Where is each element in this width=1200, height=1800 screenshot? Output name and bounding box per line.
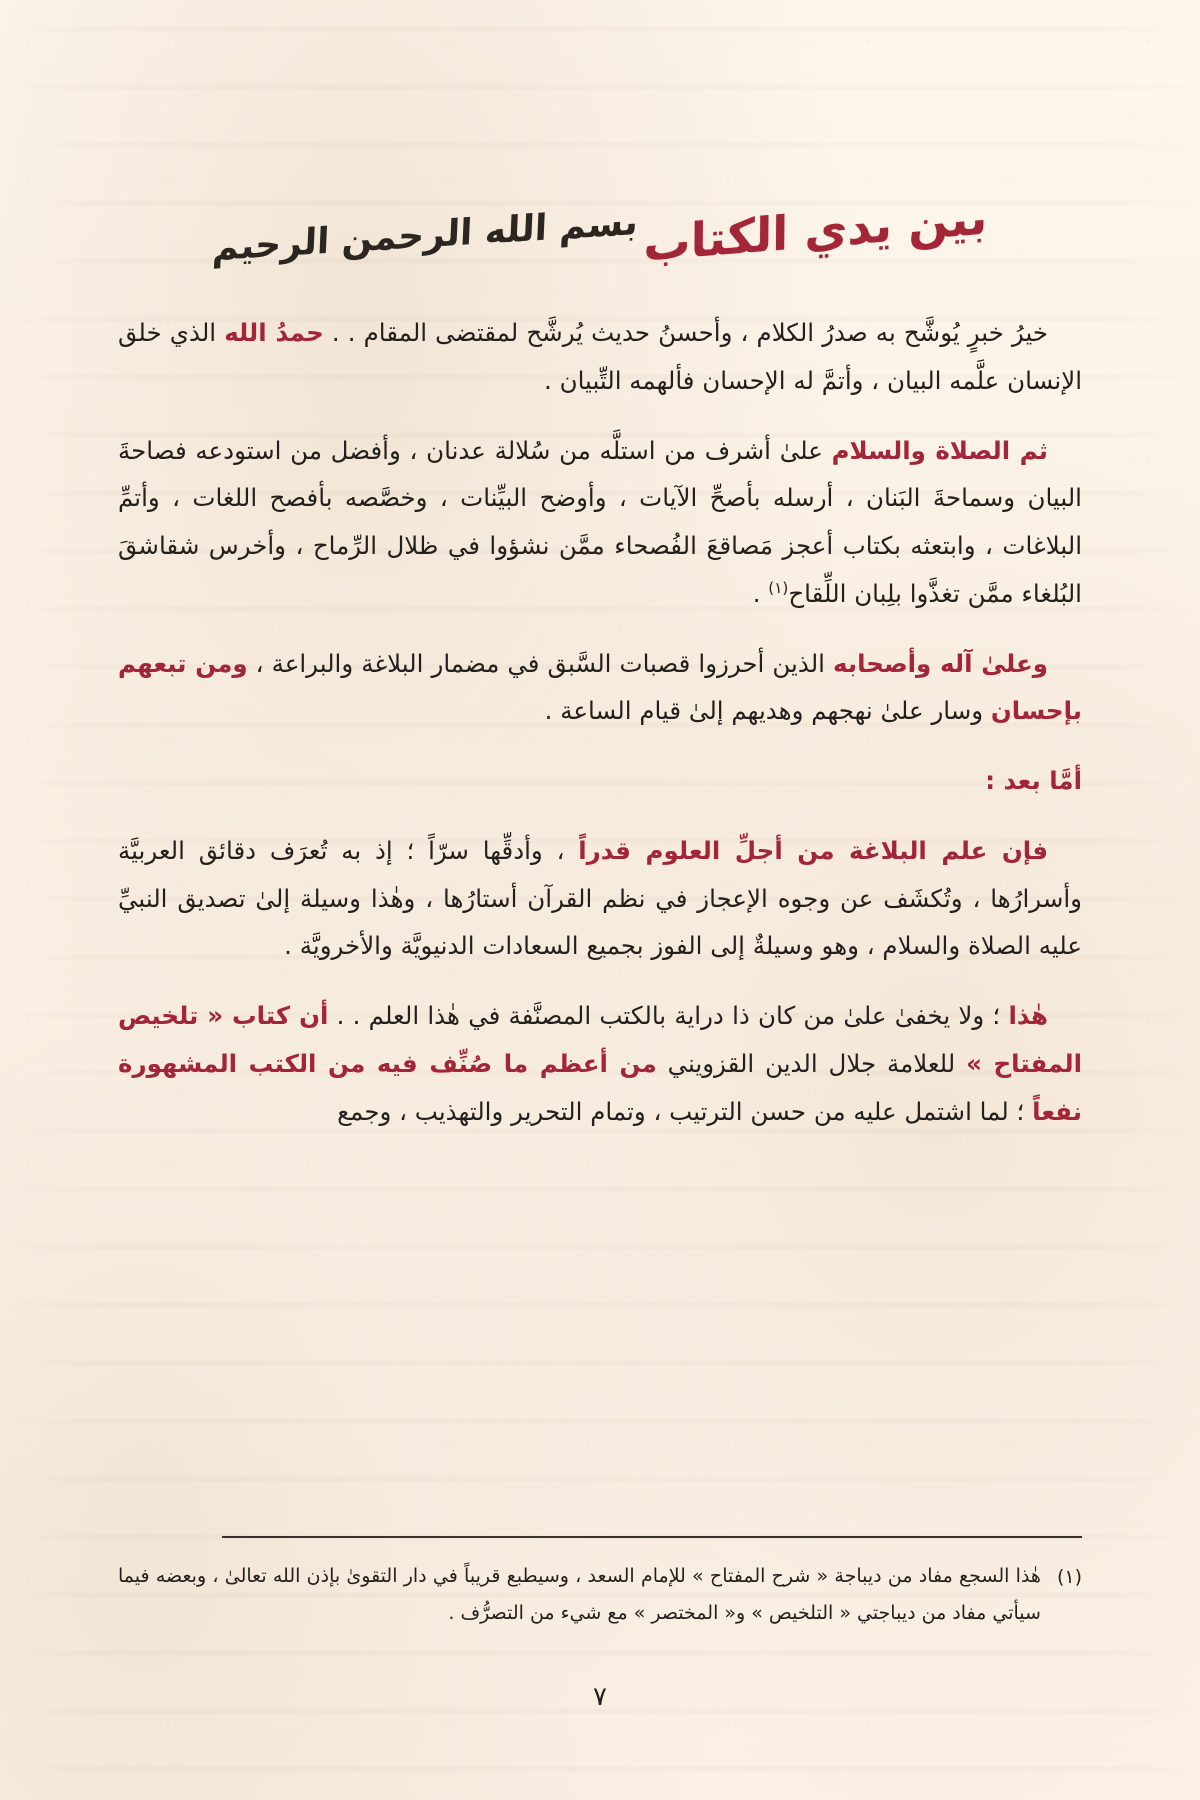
paragraph-5 (118, 992, 1082, 1135)
paragraph-2 (118, 427, 1082, 618)
paragraph-4 (118, 827, 1082, 970)
footnote-marker: (١) (1056, 1565, 1082, 1588)
p5-accent-book-title: أن كتاب « تلخيص المفتاح » (118, 1001, 1082, 1078)
footnote-area (118, 1536, 1082, 1632)
p2-accent-phrase: ثم الصلاة والسلام (831, 435, 1049, 465)
p1-accent-phrase: حمدُ الله (224, 318, 324, 347)
p5-accent-phrase-3: من أعظم ما صُنِّف فيه من الكتب المشهورة نفعاً (118, 1048, 1082, 1126)
p1-text-before: خيرُ خبرٍ يُوشَّح به صدرُ الكلام ، وأحسنُ حديث يُرشَّح لمقتضى المقام . . (323, 318, 1048, 347)
p3-accent-phrase-2: ومن تبعهم بإحسان (118, 648, 1082, 726)
paragraph-3 (118, 640, 1082, 736)
footnote-reference-1[interactable]: (١) (768, 578, 789, 597)
p3-text-mid: الذين أحرزوا قصبات السَّبق في مضمار البلاغة والبراعة ، (247, 648, 834, 678)
basmala-calligraphy: بسم الله الرحمن الرحيم (211, 201, 639, 270)
footnote-separator-rule (222, 1536, 1082, 1538)
p5-accent-phrase-1: هٰذا (1008, 1001, 1048, 1031)
p4-text-after: ، وأدقِّها سرّاً ؛ إذ به تُعرَف دقائق العربيَّة وأسرارُها ، وتُكشَف عن وجوه الإعجاز في نظم القرآن أستارُها ، وهٰذا وسيلة إلىٰ تصديق النبيِّ عليه الصلاة والسلام ، وهو وسيلةٌ إلى الفوز بجميع السعادات الدنيويَّة والأخرويَّة . (118, 835, 1082, 961)
p5-text-mid-2: للعلامة جلال الدين القزويني (656, 1048, 967, 1078)
footnote-1 (118, 1558, 1082, 1632)
amma-baad-heading: أمَّا بعد : (985, 766, 1082, 796)
page-number: ٧ (593, 1682, 607, 1712)
title-block (118, 0, 1082, 273)
p3-accent-phrase-1: وعلىٰ آله وأصحابه (833, 648, 1049, 678)
chapter-title: بين يدي الكتاب (643, 190, 988, 273)
body-text (118, 309, 1082, 1135)
p2-text-after: علىٰ أشرف من استلَّه من سُلالة عدنان ، وأفضل من استودعه فصاحةَ البيان وسماحةَ البَنان ، أرسله بأصحِّ الآيات ، وأوضح البيِّنات ، وخصَّصه بأفصح اللغات ، وأتمِّ البلاغات ، وابتعثه بكتاب أعجز مَصاقعَ الفُصحاء ممَّن نشؤوا في ظلال الرِّماح ، وأخرس شقاشقَ البُلغاء ممَّن تغذَّوا بلِبان اللِّقاح (118, 435, 1082, 608)
p1-text-after: الذي خلق الإنسان علَّمه البيان ، وأتمَّ له الإحسان فألهمه التِّبيان . (118, 318, 1082, 395)
p5-text-mid-1: ؛ ولا يخفىٰ علىٰ من كان ذا دراية بالكتب المصنَّفة في هٰذا العلم . . (328, 1001, 1009, 1031)
p5-text-after: ؛ لما اشتمل عليه من حسن الترتيب ، وتمام التحرير والتهذيب ، وجمع (337, 1096, 1033, 1126)
p3-text-after: وسار علىٰ نهجهم وهديهم إلىٰ قيام الساعة . (544, 696, 991, 726)
paragraph-1 (118, 309, 1082, 405)
p4-accent-phrase: فإن علم البلاغة من أجلِّ العلوم قدراً (578, 835, 1048, 865)
footnote-text: هٰذا السجع مفاد من ديباجة « شرح المفتاح » للإمام السعد ، وسيطبع قريباً في دار التقوىٰ بإذن الله تعالىٰ ، وبعضه فيما سيأتي مفاد من ديباجتي « التلخيص » و« المختصر » مع شيء من التصرُّف . (118, 1564, 1041, 1624)
p2-text-tail: . (752, 578, 769, 608)
